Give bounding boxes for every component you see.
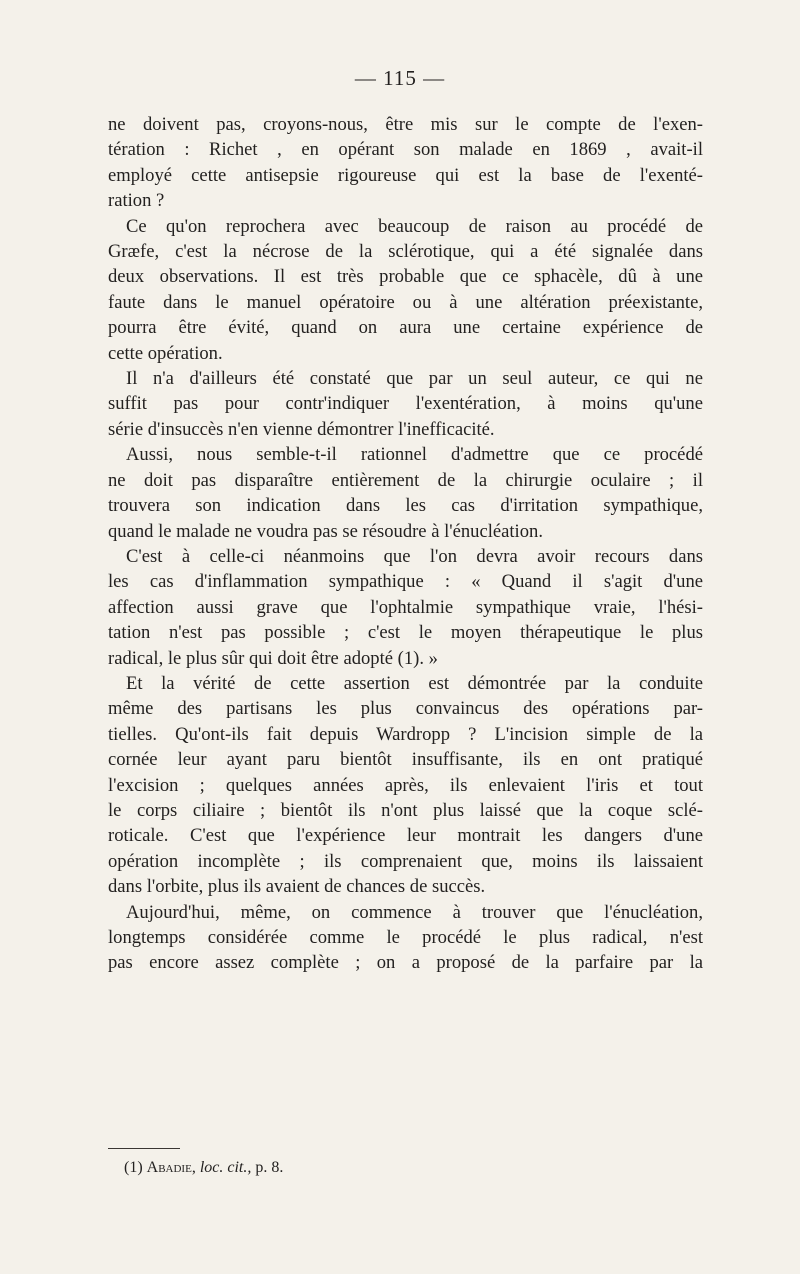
paragraph [108,214,703,366]
text-line: ration ? [108,190,165,212]
paragraph [108,112,703,214]
text-line: Aujourd'hui, même, on commence à trouver que l'énucléation, [126,901,703,923]
text-line: longtemps considérée comme le procédé le plus radical, n'est [108,927,703,948]
text-line: C'est à celle-ci néanmoins que l'on devra avoir recours dans [126,545,703,567]
text-line: les cas d'inflammation sympathique : « Quand il s'agit d'une [108,571,703,593]
text-line: Aussi, nous semble-t-il rationnel d'admettre que ce procédé [126,444,703,466]
footnote-reference: loc. cit., [199,1159,252,1176]
text-line: même des partisans les plus convaincus des opérations par- [108,698,703,720]
text-line: série d'insuccès n'en vienne démontrer l'inefficacité. [108,418,495,440]
text-line: pas encore assez complète ; on a proposé de la parfaire par la [108,952,703,974]
text-line: tation n'est pas possible ; c'est le moyen thérapeutique le plus [108,622,703,644]
footnote-divider [108,1148,180,1149]
text-line: tération : Richet , en opérant son malade en 1869 , avait-il [108,139,703,161]
text-line: radical, le plus sûr qui doit être adopté (1). » [108,647,438,669]
text-line: tielles. Qu'ont-ils fait depuis Wardropp ? L'incision simple de la [108,723,703,745]
text-line: opération incomplète ; ils comprenaient que, moins ils laissaient [108,850,703,872]
text-line: quand le malade ne voudra pas se résoudre à l'énucléation. [108,520,543,542]
text-line: dans l'orbite, plus ils avaient de chances de succès. [108,876,486,898]
text-line: Il n'a d'ailleurs été constaté que par un seul auteur, ce qui ne [126,368,703,390]
text-line: cornée leur ayant paru bientôt insuffisante, ils en ont pratiqué [108,749,703,771]
footnote-marker: (1) [124,1159,143,1176]
footnote-page: p. 8. [255,1159,284,1176]
text-line: roticale. C'est que l'expérience leur montrait les dangers d'une [108,825,703,847]
text-line: Ce qu'on reprochera avec beaucoup de raison au procédé de [126,215,703,237]
paragraph [108,442,703,544]
text-line: suffit pas pour contr'indiquer l'exentération, à moins qu'une [108,393,703,415]
text-line: faute dans le manuel opératoire ou à une altération préexistante, [108,291,703,313]
page-number: — 115 — [354,66,446,90]
footnote [124,1158,283,1178]
text-line: cette opération. [108,342,223,364]
text-line: ne doit pas disparaître entièrement de la chirurgie oculaire ; il [108,469,703,491]
text-line: trouvera son indication dans les cas d'irritation sympathique, [108,495,703,517]
text-line: le corps ciliaire ; bientôt ils n'ont plus laissé que la coque sclé- [108,799,703,821]
text-line: l'excision ; quelques années après, ils enlevaient l'iris et tout [108,774,703,796]
paragraph [108,366,703,442]
text-line: affection aussi grave que l'ophtalmie sympathique vraie, l'hési- [108,596,703,618]
footnote-author: Abadie, [146,1159,196,1176]
text-line: Græfe, c'est la nécrose de la sclérotique, qui a été signalée dans [108,241,703,263]
paragraph [108,671,703,900]
text-line: ne doivent pas, croyons-nous, être mis sur le compte de l'exen- [108,114,703,135]
text-line: Et la vérité de cette assertion est démontrée par la conduite [126,672,703,694]
body-text [108,112,703,976]
text-line: deux observations. Il est très probable que ce sphacèle, dû à une [108,266,703,288]
paragraph [108,544,703,671]
paragraph [108,900,703,976]
text-line: employé cette antisepsie rigoureuse qui est la base de l'exenté- [108,164,703,186]
text-line: pourra être évité, quand on aura une certaine expérience de [108,317,703,339]
